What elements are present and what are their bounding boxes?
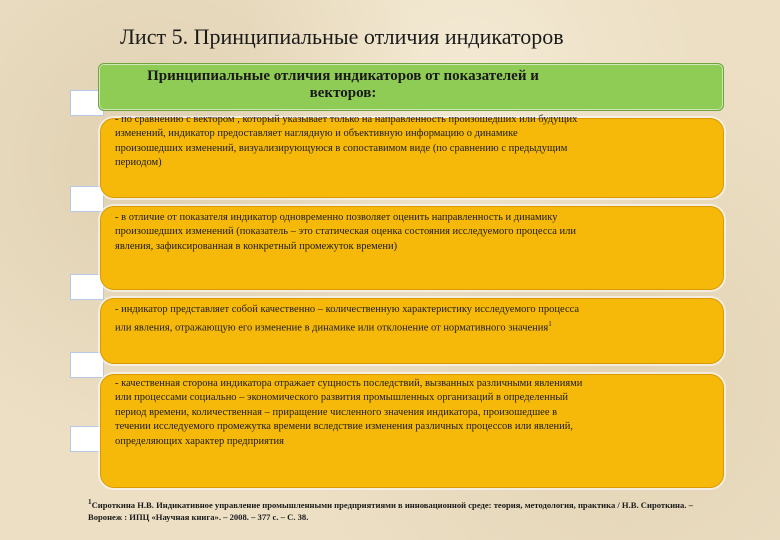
connector-box-3 — [70, 352, 104, 378]
criterion-text-1: - по сравнению с вектором , который указывает только на направленность произошедших или будущих изменений, индикатор предоставляет наглядную и объективную информацию о динамике произошедших изменений, визуализирующуюся в сопоставимом виде (по сравнению с предыдущим периодом) — [115, 114, 578, 169]
criterion-card-1 — [100, 114, 724, 198]
slide-title: Лист 5. Принципиальные отличия индикаторов — [120, 24, 564, 49]
criterion-card-2 — [100, 206, 724, 290]
header-title: Принципиальные отличия индикаторов от показателей и векторов: — [147, 68, 539, 101]
criterion-card-3 — [100, 298, 724, 364]
footnote-ref: 1 — [548, 320, 552, 329]
criterion-text-3-body: - индикатор представляет собой качественно – количественную характеристику исследуемого процесса или явления, отражающую его изменение в динамике или отклонение от нормативного значения — [115, 304, 580, 334]
footnote-marker: 1 — [88, 498, 92, 506]
connector-box-4 — [70, 426, 104, 452]
criterion-text-4: - качественная сторона индикатора отражает сущность последствий, вызванных различными явлениями или процессами социально – экономического развития промышленных организаций в определенный период времени, количественная – приращение численного значения индикатора, произошедшее в течении исследуемого промежутка времени вследствие изменения различных процессов или явлений, определяющих характер предприятия — [115, 378, 583, 447]
connector-box-1 — [70, 186, 104, 212]
header-box — [98, 63, 724, 111]
criterion-text-2: - в отличие от показателя индикатор одновременно позволяет оценить направленность и динамику произошедших изменений (показатель – это статическая оценка состояния исследуемого процесса или явления, зафиксированная в конкретный промежуток времени) — [115, 212, 577, 252]
footnote — [88, 496, 728, 523]
footnote-text: Сироткина Н.В. Индикативное управление промышленными предприятиями в инновационной среде: теория, методология, практика / Н.В. Сироткина. – Воронеж : ИПЦ «Научная книга». – 2008. – 377 с. – С. 38. — [88, 499, 693, 522]
criterion-card-4 — [100, 374, 724, 488]
connector-box-2 — [70, 274, 104, 300]
criterion-text-3 — [115, 303, 585, 336]
